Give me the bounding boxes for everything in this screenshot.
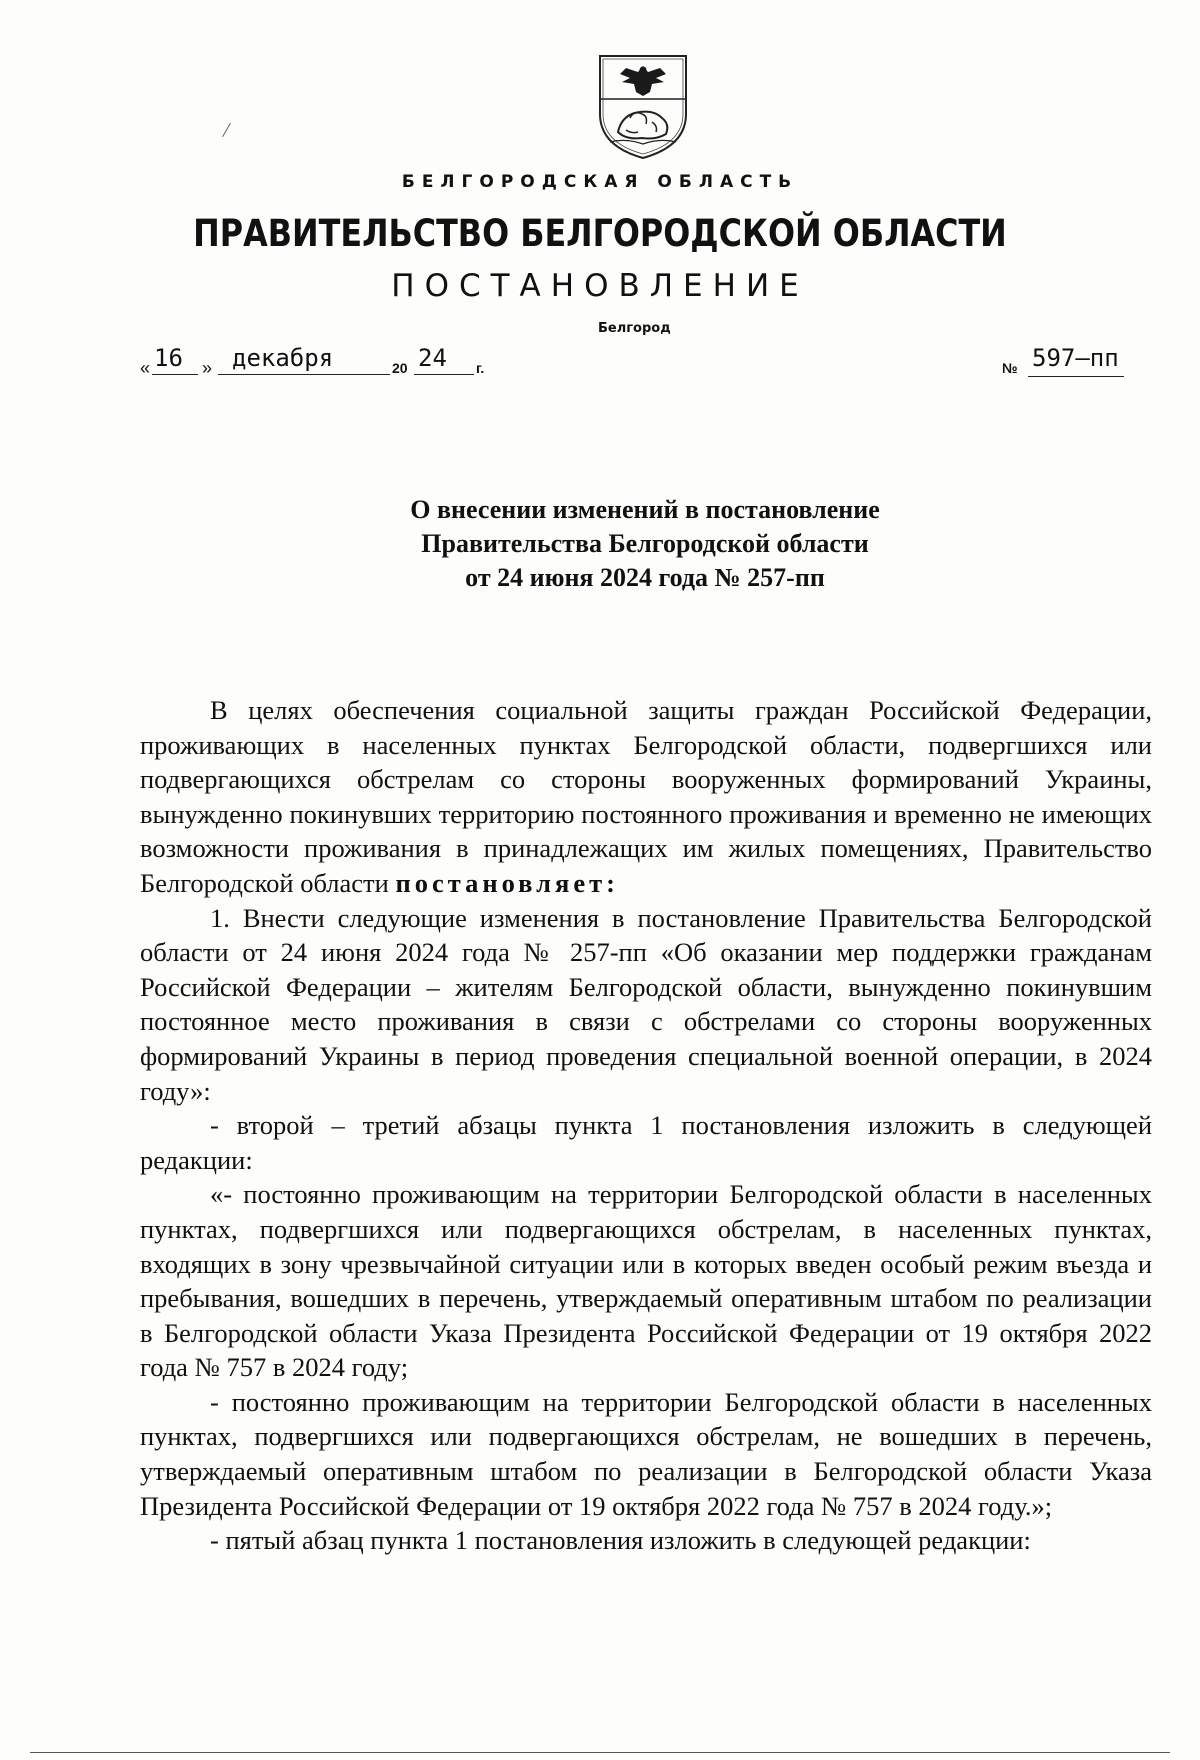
number-label: № [1002, 360, 1018, 376]
date-year-suffix: г. [476, 360, 485, 376]
city-label: Белгород [598, 321, 671, 336]
scan-artifact [222, 123, 231, 137]
page-bottom-edge [30, 1752, 1170, 1753]
amendment-instruction-1: - второй – третий абзацы пункта 1 постановления изложить в следующей редакции: [140, 1110, 1152, 1175]
title-line-1: О внесении изменений в постановление [410, 495, 880, 524]
preamble-paragraph [140, 693, 1152, 901]
number-value: 597–пп [1032, 344, 1119, 372]
date-open-quote: « [140, 358, 151, 378]
preamble-text: В целях обеспечения социальной защиты граждан Российской Федерации, проживающих в населенных пунктах Белгородской области, подвергшихся или подвергающихся обстрелам со стороны вооруженных формирований Украины, вынужденно покинувших территорию постоянного проживания и временно не имеющих возможности проживания в принадлежащих им жилых помещениях, Правительство Белгородской области [140, 695, 1152, 898]
date-year: 24 [418, 344, 447, 372]
title-line-3: от 24 июня 2024 года № 257-пп [465, 563, 825, 592]
date-close-quote: » [202, 358, 213, 378]
decree-verb: постановляет: [395, 867, 619, 898]
government-heading: ПРАВИТЕЛЬСТВО БЕЛГОРОДСКОЙ ОБЛАСТИ [193, 212, 1007, 255]
coat-of-arms-emblem [596, 52, 690, 160]
region-heading: БЕЛГОРОДСКАЯ ОБЛАСТЬ [401, 172, 799, 192]
document-type-heading: ПОСТАНОВЛЕНИЕ [391, 268, 809, 304]
amendment-instruction-2: - пятый абзац пункта 1 постановления изложить в следующей редакции: [210, 1525, 1031, 1556]
decree-title [0, 493, 1200, 595]
decree-body [140, 693, 1152, 1558]
amendment-text-1: «- постоянно проживающим на территории Белгородской области в населенных пунктах, подвергшихся или подвергающихся обстрелам, в населенных пунктах, входящих в зону чрезвычайной ситуации или в которых введен особый режим въезда и пребывания, вошедших в перечень, утверждаемый оперативным штабом по реализации в Белгородской области Указа Президента Российской Федерации от 19 октября 2022 года № 757 в 2024 году; [140, 1179, 1152, 1383]
title-line-2: Правительства Белгородской области [421, 529, 869, 558]
clause-1-paragraph: 1. Внести следующие изменения в постановление Правительства Белгородской области от 24 июня 2024 года № 257-пп «Об оказании мер поддержки гражданам Российской Федерации – жителям Белгородской области, вынужденно покинувшим постоянное место проживания в связи с обстрелами со стороны вооруженных формирований Украины в период проведения специальной военной операции, в 2024 году»: [140, 902, 1152, 1106]
date-day: 16 [154, 344, 183, 372]
date-century: 20 [392, 360, 408, 376]
amendment-text-2: - постоянно проживающим на территории Белгородской области в населенных пунктах, подвергшихся или подвергающихся обстрелам, не вошедших в перечень, утверждаемый оперативным штабом по реализации в Белгородской области Указа Президента Российской Федерации от 19 октября 2022 года № 757 в 2024 году.»; [140, 1386, 1152, 1521]
date-month: декабря [232, 344, 334, 372]
